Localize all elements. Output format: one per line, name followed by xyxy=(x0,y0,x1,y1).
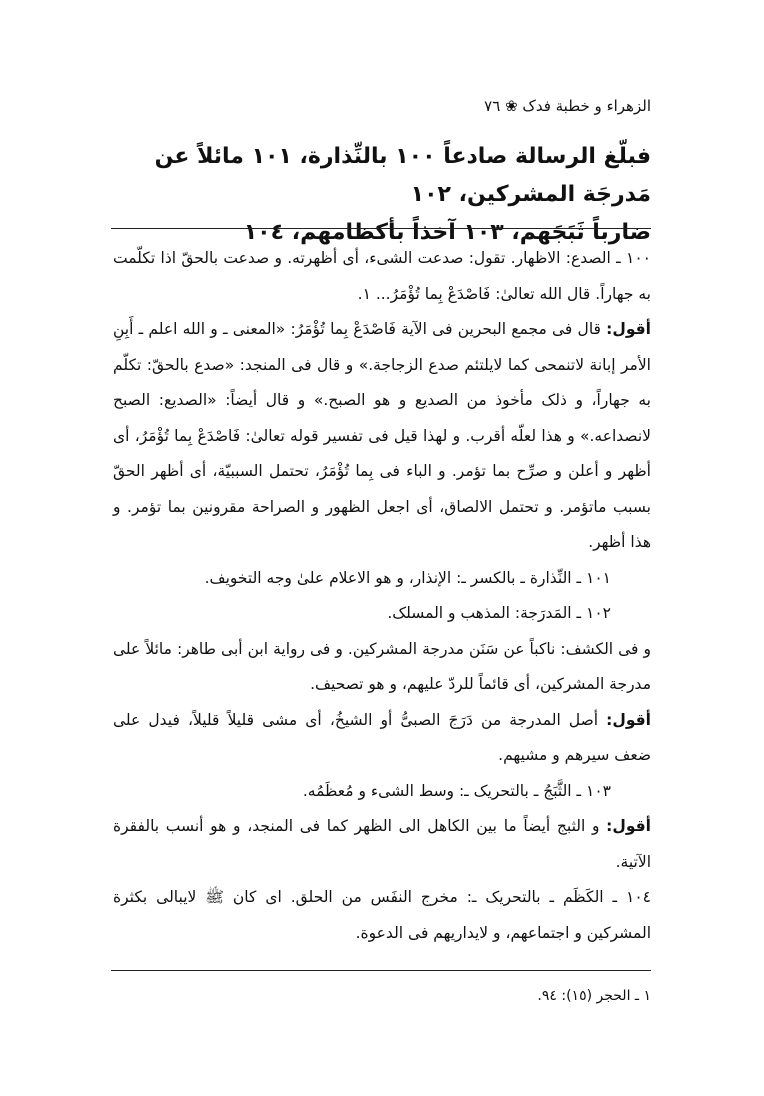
note-text: ١٠٣ ـ الثَّبَجُ ـ بالتحریک ـ: وسط الشیء و مُعظَمُه. xyxy=(302,781,611,800)
note-text: ١٠٠ ـ الصدع: الاظهار. تقول: صدعت الشیء، أی أظهرته. و صدعت بالحقّ اذا تکلّمت به جهاراً. قال الله تعالیٰ: فَاصْدَعْ بِما تُؤْمَرُ... ١. xyxy=(113,249,651,303)
note-text: قال فی مجمع البحرین فی الآیة فَاصْدَعْ بِما تُؤْمَرُ: «المعنی ـ و الله اعلم ـ أَبِنِ الأمر إبانة لاتنمحی کما لایلتئم صدع الزجاجة.» و قال فی المنجد: «صدع بالحقّ: تکلّم به جهاراً، و ذلک مأخوذ من الصدیع و هو الصبح.» و قال أیضاً: «الصدیع: الصبح لانصداعه.» و هذا لعلّه أقرب. و لهذا قیل فی تفسیر قوله تعالیٰ: فَاصْدَعْ بِما تُؤْمَرُ، أی أظهر و أعلن و صرِّح بما تؤمر. و الباء فی بِما تُؤْمَرُ، تحتمل السببیّة، أی أظهر الحقّ بسبب ماتؤمر. و تحتمل الالصاق، أی اجعل الظهور و الصراحة مقرونین بما تؤمر. و هذا أظهر. xyxy=(113,320,651,551)
main-text-line: فبلّغ الرسالة صادعاً ١٠٠ بالنِّذارة، ١٠١ مائلاً عن مَدرجَة المشركين، ١٠٢ xyxy=(154,144,651,207)
running-head: الزهراء و خطبة فدک ❀ ٧٦ xyxy=(484,97,651,115)
note-text: ١٠٢ ـ المَدرَجة: المذهب و المسلک. xyxy=(387,604,611,622)
note-text: و فی الکشف: ناکباً عن سَنَن مدرجة المشرکین. و فی روایة ابن أبی طاهر: مائلاً علی مدرجة المشرکین، أی قائماً للردّ علیهم، و هو تصحیف. xyxy=(113,639,651,693)
note-text: ١٠١ ـ النِّذارة ـ بالکسر ـ: الإنذار، و هو الاعلام علیٰ وجه التخویف. xyxy=(204,568,611,587)
note xyxy=(113,561,651,597)
note-lead: أقول: xyxy=(606,320,651,338)
note-lead: أقول: xyxy=(606,710,651,729)
note-text: ١٠٤ ـ الکَظَم ـ بالتحریک ـ: مخرج النفَس من الحلق. ای کان ﷺ لایبالی بکثرة المشرکین و اجتماعهم، و لایداریهم فی الدعوة. xyxy=(113,888,651,942)
main-text xyxy=(100,138,651,252)
note-text: و الثبج أیضاً ما بین الکاهل الی الظهر کما فی المنجد، و هو أنسب بالفقرة الآتیة. xyxy=(113,817,651,871)
note-lead: أقول: xyxy=(606,817,651,835)
note xyxy=(113,312,651,561)
note xyxy=(113,241,651,312)
note xyxy=(113,880,651,951)
note xyxy=(113,809,651,880)
divider xyxy=(111,228,651,229)
note xyxy=(113,596,651,632)
note xyxy=(113,774,651,810)
main-text-line: ضارباً ثَبَجَهم، ١٠٣ آخذاً بأكظامهم، ١٠٤ xyxy=(243,220,651,245)
footnote-divider xyxy=(111,970,651,971)
note xyxy=(113,632,651,703)
note-text: أصل المدرجة من دَرَجَ الصبیُّ أو الشیخُ، أی مشی قلیلاً قلیلاً، فیدل علی ضعف سیرهم و مشیهم. xyxy=(113,710,651,764)
footnote: ١ ـ الحجر (١٥): ٩٤. xyxy=(537,988,651,1004)
notes-section xyxy=(113,241,651,951)
note xyxy=(113,703,651,774)
